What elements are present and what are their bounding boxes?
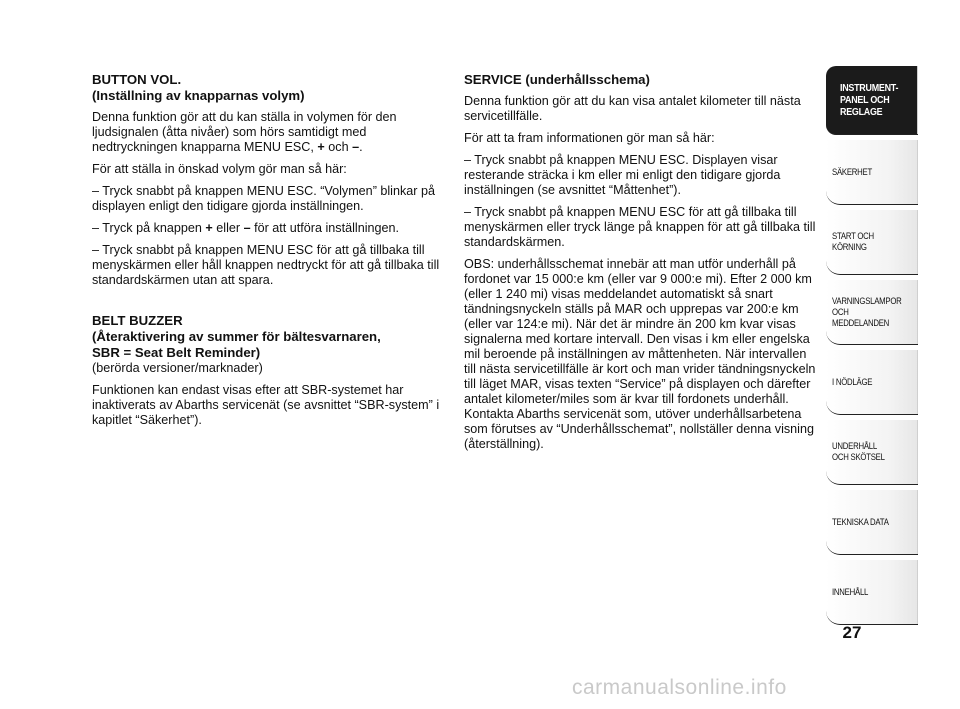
page-number: 27 <box>842 623 862 642</box>
section-title-service: SERVICE (underhållsschema) <box>464 72 650 87</box>
paragraph: För att ställa in önskad volym gör man så här: <box>92 162 347 176</box>
section-title-belt-buzzer: BELT BUZZER <box>92 313 183 328</box>
tab-label: INNEHÅLL <box>832 586 869 598</box>
paragraph: För att ta fram informationen gör man så här: <box>464 131 715 145</box>
tab-sakerhet[interactable] <box>826 140 918 205</box>
paragraph: Denna funktion gör att du kan ställa in volymen för den ljudsignalen (åtta nivåer) som hörs samtidigt med nedtryckningen knapparna MENU ESC, + och –. <box>92 110 397 154</box>
chapter-tabs <box>826 66 918 630</box>
section-subtitle-button-vol: (Inställning av knapparnas volym) <box>92 88 305 103</box>
paragraph: OBS: underhållsschemat innebär att man utför underhåll på fordonet var 15 000:e km (eller var 9 000:e mi). Efter 2 000 km (eller 1 240 mi) visas meddelandet automatiskt så snart tändningsnyckeln ställs på MAR och upprepas var 200:e km (eller var 124:e mi). När det är mindre än 200 km kvar visas signalerna med kortare intervall. Den visas i km eller engelska mil beroende på inställningen av måttenheten. När intervallen till nästa servicetillfälle är kort och man vrider tändningsnyckeln till läget MAR, visas texten “Service” på displayen och därefter antalet kilometer/miles som är kvar till fordonets underhåll. Kontakta Abarths servicenät som, utöver underhållsarbetena som förutses av “Underhållsschemat”, nollställer denna visning (återställning). <box>464 257 816 451</box>
paragraph: Funktionen kan endast visas efter att SBR-systemet har inaktiverats av Abarths servicenät (se avsnittet “SBR-system” i kapitlet “Säkerhet”). <box>92 383 440 427</box>
paragraph: – Tryck snabbt på knappen MENU ESC för att gå tillbaka till menyskärmen eller håll knappen nedtryckt för att gå tillbaka till standardskärmen utan att spara. <box>92 243 440 287</box>
paragraph: – Tryck snabbt på knappen MENU ESC. Displayen visar resterande sträcka i km eller mi enligt den tidigare gjorda inställningen (se avsnittet “Måttenhet”). <box>464 153 781 197</box>
left-column <box>92 72 444 435</box>
tab-label: START OCH KÖRNING <box>832 231 874 253</box>
versions-note: (berörda versioner/marknader) <box>92 361 263 375</box>
tab-label: INSTRUMENT- PANEL OCH REGLAGE <box>840 82 899 118</box>
section-subtitle-belt-buzzer: (Återaktivering av summer för bältesvarnaren, <box>92 329 381 344</box>
tab-label: SÄKERHET <box>832 166 873 178</box>
paragraph: – Tryck snabbt på knappen MENU ESC. “Volymen” blinkar på displayen enligt den tidigare gjorda inställningen. <box>92 184 435 213</box>
section-title-button-vol: BUTTON VOL. <box>92 72 182 87</box>
paragraph: Denna funktion gör att du kan visa antalet kilometer till nästa servicetillfälle. <box>464 94 801 123</box>
right-column <box>464 72 816 459</box>
tab-varningslampor[interactable] <box>826 280 918 345</box>
tab-underhall[interactable] <box>826 420 918 485</box>
paragraph: – Tryck på knappen + eller – för att utföra inställningen. <box>92 221 400 235</box>
tab-innehall[interactable] <box>826 560 918 625</box>
tab-i-nodlage[interactable] <box>826 350 918 415</box>
tab-tekniska-data[interactable] <box>826 490 918 555</box>
tab-start-och-korning[interactable] <box>826 210 918 275</box>
tab-label: I NÖDLÄGE <box>832 376 873 388</box>
paragraph: – Tryck snabbt på knappen MENU ESC för att gå tillbaka till menyskärmen eller tryck länge på knappen för att gå tillbaka till standardskärmen. <box>464 205 816 249</box>
section-subtitle-sbr: SBR = Seat Belt Reminder) <box>92 345 261 360</box>
tab-label: VARNINGSLAMPOR OCH MEDDELANDEN <box>832 295 902 329</box>
watermark: carmanualsonline.info <box>572 676 787 699</box>
tab-label: TEKNISKA DATA <box>832 516 889 528</box>
tab-instrumentpanel[interactable] <box>826 66 918 135</box>
tab-label: UNDERHÅLL OCH SKÖTSEL <box>832 441 885 463</box>
